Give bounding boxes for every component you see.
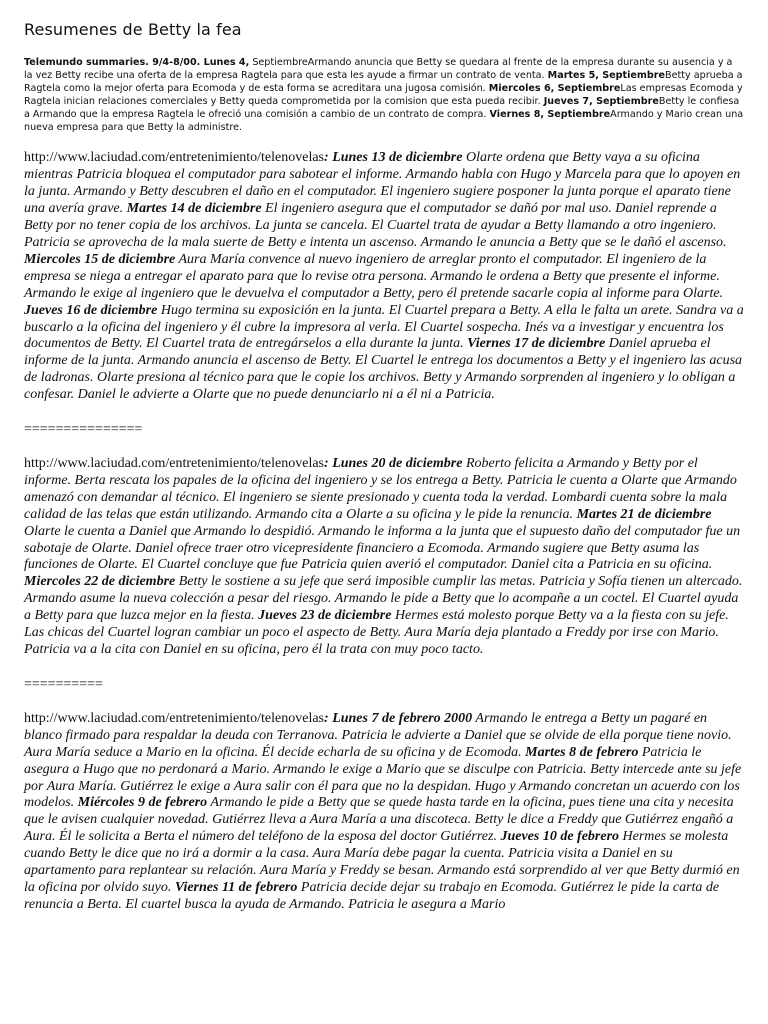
day-heading: Martes 8 de febrero (525, 744, 639, 760)
day-text: Olarte ordena que Betty vaya a su oficina mientras Patricia bloquea el computador para sabotear el informe. Armando habla con Hugo y Marcela para que lo apoyen en la junta. Armando y Betty descubren el daño en el computador. El ingeniero sugiere posponer la junta porque el aparato tiene una avería grave. (24, 150, 741, 217)
day-heading: Viernes 17 de diciembre (467, 336, 606, 352)
day-text: Patricia le asegura a Hugo que no perdonará a Mario. Armando le exige a Mario que se disculpe con Patricia. Betty intercede ante su jefe por Aura María. Gutiérrez le exige a Aura salir con él para que no la despidan. Hugo y Armando concretan un acuerdo con los modelos. (24, 744, 742, 811)
section-december-1 (24, 150, 744, 404)
summary-day5-bold: Viernes 8, Septiembre (489, 108, 611, 120)
summary-day5-text: Armando y Mario crean una nueva empresa para que Betty la administre. (24, 108, 744, 133)
day-text: Hugo termina su exposición en la junta. El Cuartel prepara a Betty. A ella le falta un arete. Sandra va a buscarlo a la oficina del ingeniero y él cubre la impresora al verla. El Cuartel sospecha. Inés va a investigar y encuentra los documentos de Betty. El Cuartel trata de entregárselos a ella durante la junta. (24, 302, 744, 352)
summary-intro-text: SeptiembreArmando anuncia que Betty se quedara al frente de la empresa durante su ausencia y a la vez Betty recibe una oferta de la empresa Ragtela para que esta les ayude a firmar un contrato de venta. (24, 57, 733, 81)
summary-day2-text: Betty aprueba a Ragtela como la mejor oferta para Ecomoda y de esta forma se acreditara una jugosa comisión. (24, 69, 743, 94)
summary-day3-bold: Miercoles 6, Septiembre (488, 82, 621, 94)
day-heading: Viernes 11 de febrero (174, 879, 298, 895)
summary-day4-text: Betty le confiesa a Armando que la empresa Ragtela le ofreció una comisión a cambio de un contrato de compra. (24, 95, 740, 120)
day-heading: Lunes 7 de febrero 2000 (332, 710, 473, 726)
day-text: Armando le entrega a Betty un pagaré en blanco firmado para respaldar la deuda con Terranova. Patricia le advierte a Daniel que se olvide de ella porque tiene novio. Aura María seduce a Mario en la oficina. Él decide echarla de su oficina y de Ecomoda. (24, 710, 732, 760)
day-heading: Miercoles 22 de diciembre (24, 574, 176, 590)
day-heading: Jueves 23 de diciembre (258, 608, 392, 624)
day-text: Aura María convence al nuevo ingeniero de arreglar pronto el computador. El ingeniero de la empresa se niega a entregar el aparato para que lo revise otra persona. Armando le ordena a Betty que presente el informe. Armando le exige al ingeniero que le devuelva el computador a Betty, pero él pretende sacarle copia al informe para Olarte. (24, 251, 724, 301)
summary-intro-bold: Telemundo summaries. 9/4-8/00. Lunes 4, (24, 57, 250, 68)
section-december-2 (24, 456, 744, 659)
summary-day2-bold: Martes 5, Septiembre (547, 69, 665, 81)
day-text: Roberto felicita a Armando y Betty por el informe. Berta rescata los papales de la oficina del ingeniero y se los entrega a Betty. Patricia le cuenta a Olarte que Armando amenazó con demandar al técnico. El ingeniero se siente presionado y cuenta toda la verdad. Lombardi cuenta sobre la mala calidad de las telas que están utilizando. Armando cita a Olarte a su oficina y le pide la renuncia. (24, 456, 737, 522)
day-text: Daniel aprueba el informe de la junta. Armando anuncia el ascenso de Betty. El Cuartel le entrega los documentos a Betty y el ingeniero las acusa de ladronas. Olarte presiona al técnico para que le copie los archivos. Betty y Armando sorprenden al ingeniero y lo obligan a confesar. Daniel le advierte a Olarte que no puede denunciarlo ni a él ni a Patricia. (24, 336, 743, 403)
day-text: Patricia decide dejar su trabajo en Ecomoda. Gutiérrez le pide la carta de renuncia a Berta. El cuartel busca la ayuda de Armando. Patricia le asegura a Mario (24, 879, 720, 912)
day-heading: Lunes 13 de diciembre (332, 150, 463, 166)
source-url: http://www.laciudad.com/entretenimiento/telenovelas (24, 456, 325, 472)
day-text: Armando le pide a Betty que se quede hasta tarde en la oficina, pues tiene una cita y necesita que le avisen cualquier novedad. Gutiérrez lleva a Aura María a una discoteca. Betty le dice a Freddy que Gutiérrez engañó a Aura. Él le solicita a Berta el número del teléfono de la esposa del doctor Gutiérrez. (24, 795, 734, 845)
summary-day4-bold: Jueves 7, Septiembre (543, 95, 659, 107)
colon: : (324, 710, 333, 726)
day-heading: Lunes 20 de diciembre (332, 456, 463, 472)
day-text: Hermes está molesto porque Betty va a la fiesta con su jefe. Las chicas del Cuartel logran cambiar un poco el aspecto de Betty. Aura María deja plantado a Freddy por irse con Mario. Patricia va a la cita con Daniel en su oficina, pero él la trata con muy poco tacto. (24, 608, 729, 657)
day-heading: Martes 14 de diciembre (126, 201, 262, 217)
day-text: El ingeniero asegura que el computador se dañó por mal uso. Daniel reprende a Betty por no tener copia de los archivos. La junta se cancela. El Cuartel trata de ayudar a Betty llamando a otro ingeniero. Patricia se aprovecha de la mala suerte de Betty e intenta un ascenso. Armando le anuncia a Betty que se le dañó el ascenso. (24, 201, 727, 250)
day-text: Betty le sostiene a su jefe que será imposible cumplir las metas. Patricia y Sofía tienen un altercado. Armando asume la nueva colección a pesar del riesgo. Armando le pide a Betty que lo acompañe a un coctel. El Cuartel ayuda a Betty para que luzca mejor en la fiesta. (24, 574, 743, 624)
day-heading: Miércoles 9 de febrero (77, 795, 208, 811)
page-title: Resumenes de Betty la fea (24, 20, 242, 39)
section-february (24, 711, 744, 914)
colon: : (324, 456, 333, 472)
day-heading: Jueves 10 de febrero (500, 829, 620, 845)
day-heading: Martes 21 de diciembre (576, 506, 712, 522)
day-text: Olarte le cuenta a Daniel que Armando lo despidió. Armando le informa a la junta que el supuesto daño del computador fue un sabotaje de Olarte. Daniel ofrece traer otro vicepresidente financiero a Ecomoda. Armando sugiere que Betty asuma las funciones de Olarte. El Cuartel concluye que fue Patricia quien averió el computador. Daniel cita a Patricia en su oficina. (24, 523, 741, 573)
summary-paragraph (24, 57, 744, 134)
source-url: http://www.laciudad.com/entretenimiento/telenovelas (24, 150, 325, 166)
day-heading: Miercoles 15 de diciembre (24, 251, 176, 267)
separator: =============== (24, 422, 143, 438)
day-text: Hermes se molesta cuando Betty le dice que no irá a dormir a la casa. Aura María debe pagar la cuenta. Patricia visita a Daniel en su apartamento para replantear su relación. Aura María y Freddy se besan. Armando está sorprendido al ver que Betty durmió en la oficina por olvido suyo. (24, 829, 740, 895)
separator: ========== (24, 676, 103, 692)
source-url: http://www.laciudad.com/entretenimiento/telenovelas (24, 710, 325, 726)
summary-day3-text: Las empresas Ecomoda y Ragtela inician relaciones comerciales y Betty queda comprometida por la comision que esta pueda recibir. (24, 82, 743, 107)
colon: : (324, 150, 333, 166)
day-heading: Jueves 16 de diciembre (24, 302, 158, 318)
